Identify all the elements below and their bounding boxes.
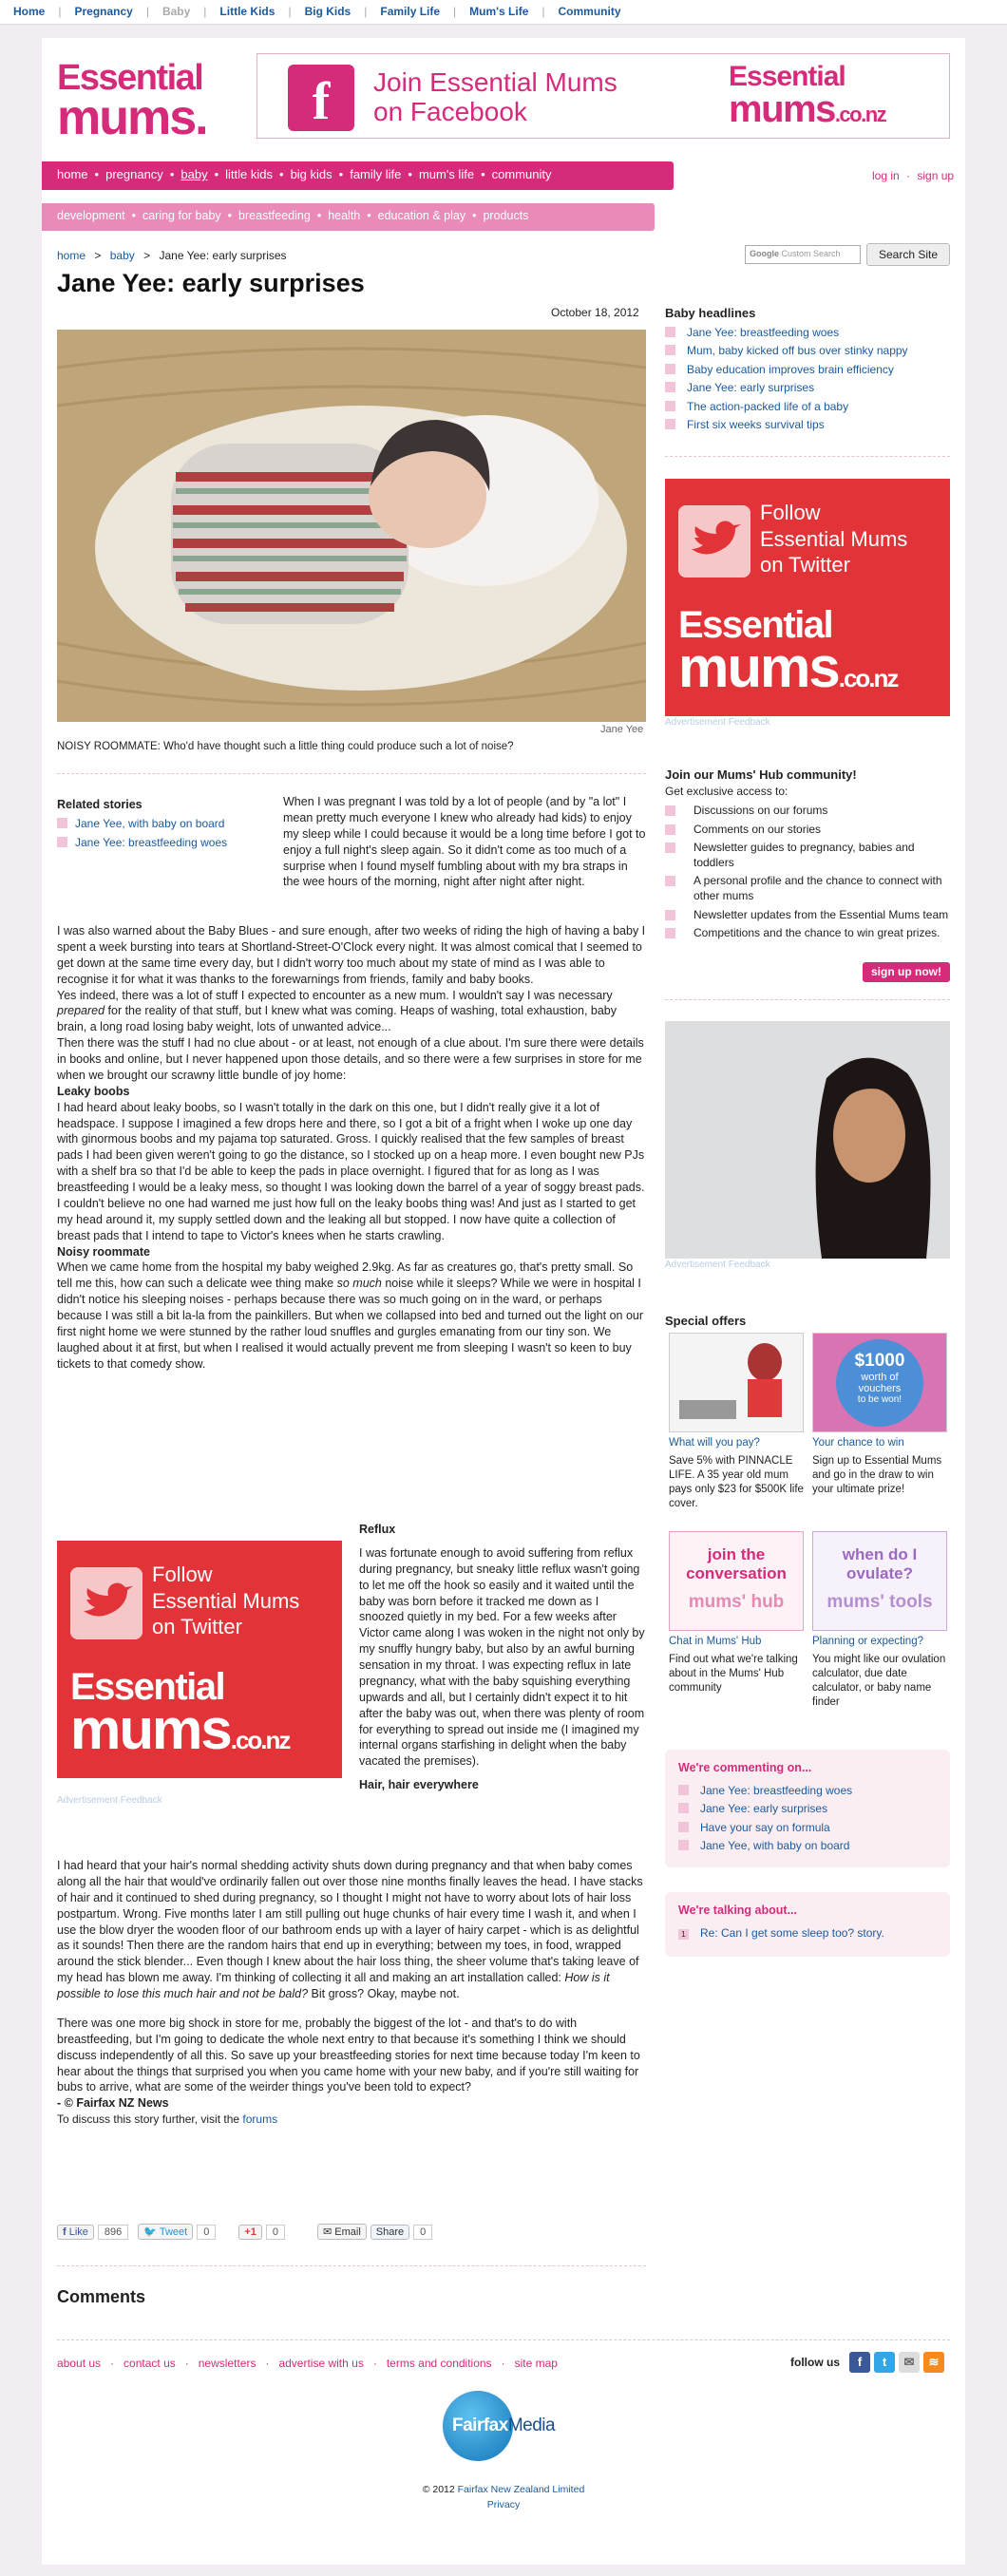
tw-suffix: .co.nz bbox=[838, 664, 898, 692]
tw-line1: Follow bbox=[760, 501, 821, 524]
talking-number: 1 bbox=[678, 1929, 689, 1940]
fb-banner-text2: on Facebook bbox=[373, 97, 527, 127]
voucher-line2: worth of bbox=[861, 1372, 899, 1383]
menu-pregnancy[interactable]: pregnancy bbox=[105, 167, 163, 181]
tw-logo2: mums bbox=[678, 635, 839, 699]
submenu-health[interactable]: health bbox=[328, 209, 361, 222]
article-p9: There was one more big shock in store for me, probably the biggest of the lot - and that's to do with breastfeeding, but I'm going to dedicate the whole next entry to that because it's something I think we should discuss independently of all this. So save up your breastfeeding stories for next time because today I'm keen to hear about the things that surprised you when you came home with your new baby, and if you're still waiting for bubs to arrive, what are some of the weirder things you've been told to expect? bbox=[57, 2016, 640, 2094]
sub-menu: development • caring for baby • breastfeeding • health • education & play • products bbox=[57, 209, 529, 222]
commenting-item[interactable]: Have your say on formula bbox=[678, 1819, 852, 1837]
tools-badge3: mums' tools bbox=[826, 1592, 933, 1613]
hub-title: Join our Mums' Hub community! bbox=[665, 767, 857, 782]
baby-in-bassinet-image bbox=[57, 330, 646, 722]
article-title: Jane Yee: early surprises bbox=[57, 269, 365, 297]
footer-links: about us · contact us · newsletters · advertise with us · terms and conditions · site map bbox=[57, 2357, 558, 2370]
top-nav-little-kids[interactable]: Little Kids bbox=[219, 5, 276, 18]
commenting-item[interactable]: Jane Yee, with baby on board bbox=[678, 1837, 852, 1855]
hub-badge3: mums' hub bbox=[688, 1592, 785, 1613]
related-item[interactable] bbox=[57, 836, 227, 849]
display-ad-woman[interactable] bbox=[665, 1021, 950, 1259]
offer-text: Sign up to Essential Mums and go in the draw to win your ultimate prize! bbox=[812, 1454, 942, 1495]
divider bbox=[665, 999, 950, 1000]
like-count: 896 bbox=[98, 2225, 128, 2240]
follow-label: follow us bbox=[790, 2356, 840, 2369]
hub-badge2: conversation bbox=[686, 1563, 787, 1582]
breadcrumb-sep: > bbox=[94, 249, 102, 262]
google-label: Google bbox=[750, 249, 779, 258]
article-date: October 18, 2012 bbox=[551, 306, 639, 319]
footer-about-us[interactable]: about us bbox=[57, 2357, 102, 2370]
ad-feedback-link[interactable]: Advertisement Feedback bbox=[665, 1260, 770, 1270]
talking-item[interactable] bbox=[678, 1926, 884, 1940]
article-p6: When we came home from the hospital my baby weighed 2.9kg. As far as creatures go, that's pretty small. So tell me this, how can such a delicate wee thing make so much noise while it sleeps? While we were in hospital I didn't notice his sleeping noises - perhaps because there was so much going on in the ward, or perhaps because I was still a bit la-la from the painkillers. But when we collapsed into bed and turned out the light on our first night home we were stunned by the rather loud snuffles and gurgles emanating from our tiny son. We laughed about it at first, but when I realised it would actually prevent me from sleeping I wasn't so keen to buy tickets to that comedy show. bbox=[57, 1260, 644, 1371]
logo-line1: Essential bbox=[57, 58, 203, 98]
offer-chat bbox=[669, 1635, 804, 1695]
site-logo[interactable] bbox=[57, 58, 207, 146]
fb-banner-text1: Join Essential Mums bbox=[373, 67, 618, 97]
forums-link[interactable]: forums bbox=[242, 2112, 278, 2127]
headline-item[interactable]: The action-packed life of a baby bbox=[665, 398, 950, 416]
article-p7: I was fortunate enough to avoid suffering from reflux during pregnancy, but sneaky little reflux wasn't going to let me off the hook so easily and it waited until the baby was born before it tracked me down as I snoozed quietly in my bed. For a few weeks after Victor came along I was woken in the night not only by my snuffly hungry baby, but also by an awful burning sensation in my throat. I was expecting reflux in late pregnancy, what with the baby squishing everything upwards and all, but I certainly didn't expect it to hit after the baby was out, when there was plenty of room for everything to spread out inside me (I imagined my internal organs starfishing in delight when the baby vacated the premises). bbox=[359, 1545, 645, 1769]
facebook-like-button[interactable]: f Like bbox=[57, 2225, 94, 2240]
commenting-on-box bbox=[665, 1750, 950, 1867]
top-nav-bar bbox=[0, 0, 1007, 25]
follow-us bbox=[790, 2352, 944, 2373]
top-nav-mums-life[interactable]: Mum's Life bbox=[469, 5, 529, 18]
hub-item: Competitions and the chance to win great prizes. bbox=[665, 926, 950, 941]
ad-feedback-link[interactable]: Advertisement Feedback bbox=[57, 1795, 162, 1806]
hub-badge1: join the bbox=[707, 1545, 766, 1563]
voucher-line4: to be won! bbox=[857, 1394, 902, 1405]
hub-item: Newsletter updates from the Essential Mums team bbox=[665, 908, 950, 923]
submenu-education-play[interactable]: education & play bbox=[377, 209, 466, 222]
footer-newsletters[interactable]: newsletters bbox=[198, 2357, 256, 2370]
fairfax-logo bbox=[452, 2415, 555, 2436]
breadcrumb bbox=[57, 249, 287, 262]
fb-logo-suffix: .co.nz bbox=[834, 102, 886, 126]
email-icon[interactable]: ✉ bbox=[899, 2352, 920, 2373]
media-text: Media bbox=[507, 2415, 556, 2435]
headline-item[interactable]: Jane Yee: early surprises bbox=[665, 379, 950, 397]
tw-logo2: mums bbox=[70, 1697, 231, 1761]
commenting-list bbox=[678, 1782, 852, 1856]
twitter-bird-icon bbox=[678, 505, 750, 578]
gplus-button[interactable]: +1 bbox=[238, 2225, 262, 2240]
baby-headlines bbox=[665, 306, 950, 435]
headline-item[interactable]: Jane Yee: breastfeeding woes bbox=[665, 324, 950, 342]
facebook-banner-ad[interactable] bbox=[256, 53, 950, 139]
article-p3: Yes indeed, there was a lot of stuff I expected to encounter as a new mum. I wouldn't say I was necessary prepared for the reality of that stuff, but I knew what was coming. Heaps of washing, total exhaustion, baby brain, a long road losing baby weight, lots of unwanted advice... bbox=[57, 988, 617, 1034]
offer-title[interactable]: Your chance to win bbox=[812, 1437, 904, 1449]
rss-icon[interactable]: ≋ bbox=[923, 2352, 944, 2373]
commenting-item[interactable]: Jane Yee: breastfeeding woes bbox=[678, 1782, 852, 1800]
article-photo bbox=[57, 330, 646, 722]
twitter-bird-icon bbox=[70, 1567, 142, 1639]
hub-signup-button[interactable]: sign up now! bbox=[863, 962, 950, 982]
signup-link[interactable]: sign up bbox=[917, 169, 955, 182]
bullet-icon bbox=[57, 818, 67, 828]
tools-badge2: ovulate? bbox=[846, 1563, 913, 1582]
divider bbox=[665, 456, 950, 457]
menu-community[interactable]: community bbox=[491, 167, 552, 181]
offer-planning bbox=[812, 1635, 947, 1710]
twitter-ad-text bbox=[760, 500, 907, 578]
menu-big-kids[interactable]: big kids bbox=[290, 167, 332, 181]
tw-logo1: Essential bbox=[678, 604, 833, 646]
headline-item[interactable]: Baby education improves brain efficiency bbox=[665, 361, 950, 379]
ad-feedback-link[interactable]: Advertisement Feedback bbox=[665, 717, 770, 728]
offer-image-pinnacle[interactable] bbox=[669, 1333, 804, 1432]
offer-image-mums-tools[interactable] bbox=[812, 1531, 947, 1631]
breadcrumb-baby[interactable]: baby bbox=[109, 249, 135, 262]
breadcrumb-sep2: > bbox=[143, 249, 151, 262]
offer-vouchers bbox=[812, 1436, 947, 1497]
headline-item[interactable]: First six weeks survival tips bbox=[665, 416, 950, 434]
headlines-title: Baby headlines bbox=[665, 306, 756, 320]
footer-contact-us[interactable]: contact us bbox=[124, 2357, 176, 2370]
account-links bbox=[872, 169, 954, 182]
footer-site-map[interactable]: site map bbox=[514, 2357, 558, 2370]
article-p8: I had heard that your hair's normal shedding activity shuts down during pregnancy and that when baby comes along all the hair that would've ordinarily fallen out over those nine months finally leaves the head. I have stacks of hair and it continued to shed during pregnancy, so I thought I might not have to worry about lots of hair loss postpartum. Wrong. Five months later I am still pulling out huge chunks of hair every time I wash it, and when I use the blow dryer the wooden floor of our bathroom ends up with a layer of hairy carpet - which is as delightful as it sounds! Then there are the random hairs that end up in everything; between my toes, in food, wrapped around the stick blender... Even though I knew about the hair loss thing, the sheer volume that's taking leave of my head has blown me away. I'm thinking of collecting it all and making an art installation called: How is it possible to lose this much hair and not be bald? Bit gross? Okay, maybe not. bbox=[57, 1859, 643, 2000]
top-nav-community[interactable]: Community bbox=[558, 5, 621, 18]
footer-advertise[interactable]: advertise with us bbox=[278, 2357, 364, 2370]
divider bbox=[57, 2339, 950, 2340]
copyright bbox=[420, 2483, 587, 2513]
twitter-ad-text bbox=[152, 1562, 299, 1640]
twitter-ad-logo bbox=[70, 1666, 290, 1761]
talking-about-box bbox=[665, 1892, 950, 1957]
subheading-noisy: Noisy roommate bbox=[57, 1244, 150, 1259]
footer-terms[interactable]: terms and conditions bbox=[386, 2357, 492, 2370]
photo-credit: Jane Yee bbox=[600, 724, 644, 735]
email-button[interactable]: ✉ Email bbox=[317, 2224, 367, 2240]
mums-hub-box bbox=[665, 767, 950, 945]
twitter-ad-inline[interactable] bbox=[57, 1541, 342, 1778]
special-offers-title: Special offers bbox=[665, 1314, 747, 1328]
share-button[interactable]: Share bbox=[370, 2225, 409, 2240]
related-item[interactable] bbox=[57, 817, 227, 830]
headlines-list bbox=[665, 324, 950, 435]
discuss-line: To discuss this story further, visit the forums bbox=[57, 2112, 278, 2127]
tw-line3: on Twitter bbox=[760, 553, 850, 577]
search-placeholder: Custom Search bbox=[781, 249, 841, 258]
submenu-caring-for-baby[interactable]: caring for baby bbox=[142, 209, 221, 222]
tools-badge1: when do I bbox=[842, 1545, 918, 1563]
offer-text: You might like our ovulation calculator, due date calculator, or baby name finder bbox=[812, 1653, 946, 1708]
article-p1: When I was pregnant I was told by a lot of people (and by "a lot" I mean pretty much everyone I knew who already had kids) to enjoy my sleep while I could because it would be a long time before I got to enjoy a full night's sleep again. So it didn't come as too much of a surprise when I found myself fumbling about with my bra straps in the wee hours of the morning, night after night after night. bbox=[283, 795, 646, 889]
offer-image-vouchers[interactable] bbox=[812, 1333, 947, 1432]
article-body bbox=[57, 923, 646, 1373]
tw-line3: on Twitter bbox=[152, 1615, 242, 1638]
main-menu: home • pregnancy • baby • little kids • big kids • family life • mum's life • community bbox=[57, 167, 552, 181]
reflux-section bbox=[359, 1522, 646, 1793]
menu-mums-life[interactable]: mum's life bbox=[418, 167, 475, 181]
facebook-icon: f bbox=[288, 65, 354, 131]
article-body-2 bbox=[57, 1858, 646, 2127]
divider bbox=[57, 2265, 646, 2266]
tweet-button[interactable]: 🐦 Tweet bbox=[138, 2224, 193, 2240]
breadcrumb-current: Jane Yee: early surprises bbox=[159, 249, 287, 262]
fb-logo-line1: Essential bbox=[729, 61, 846, 92]
offer-image-mums-hub[interactable] bbox=[669, 1531, 804, 1631]
fb-logo-line2: mums bbox=[729, 87, 835, 130]
related-link[interactable]: Jane Yee: breastfeeding woes bbox=[75, 836, 228, 849]
facebook-icon[interactable]: f bbox=[849, 2352, 870, 2373]
article-p5: I had heard about leaky boobs, so I wasn't totally in the dark on this one, but I didn't really give it a lot of headspace. I suppose I imagined a few drops here and there, so I got a bit of a fright when I woke up one day with ginormous boobs and my pajama top saturated. Gross. I quickly realised that the few samples of breast pads I had been given weren't going to go the distance, so I stocked up on a heap more. I even bought new PJs with a shelf bra so that I'd be able to keep the pads in place overnight. I figured that for as long as I was breastfeeding I would be a leaky mess, so thought I was looking down the barrel of a year of soggy breast pads. I couldn't believe no one had warned me just how full on the leaky boobs thing was! And just as I started to get my head around it, my supply settled down and the leaking all but stopped. I now have quite a collection of breast pads that I intend to tape to Victor's knees when he starts crawling. bbox=[57, 1100, 645, 1242]
commenting-title: We're commenting on... bbox=[678, 1761, 812, 1774]
voucher-amount: $1000 bbox=[854, 1351, 905, 1371]
offer-pinnacle bbox=[669, 1436, 804, 1511]
menu-little-kids[interactable]: little kids bbox=[225, 167, 273, 181]
social-share-bar bbox=[57, 2224, 442, 2240]
bullet-icon bbox=[57, 837, 67, 847]
subheading-leaky: Leaky boobs bbox=[57, 1084, 130, 1098]
article-source: - © Fairfax NZ News bbox=[57, 2096, 169, 2111]
photo-caption: NOISY ROOMMATE: Who'd have thought such a little thing could produce such a lot of noise? bbox=[57, 741, 514, 752]
fairfax-nz-link[interactable]: Fairfax New Zealand Limited bbox=[457, 2484, 585, 2495]
hub-item: A personal profile and the chance to connect with other mums bbox=[665, 874, 950, 903]
hub-item: Discussions on our forums bbox=[665, 804, 950, 819]
fairfax-text: Fairfax bbox=[452, 2415, 508, 2435]
top-nav-baby[interactable]: Baby bbox=[162, 5, 191, 18]
submenu-breastfeeding[interactable]: breastfeeding bbox=[238, 209, 311, 222]
top-nav-big-kids[interactable]: Big Kids bbox=[304, 5, 352, 18]
hub-list bbox=[665, 804, 950, 941]
search-button[interactable]: Search Site bbox=[866, 243, 950, 266]
submenu-development[interactable]: development bbox=[57, 209, 125, 222]
tw-line2: Essential Mums bbox=[760, 526, 908, 551]
offer-title[interactable]: What will you pay? bbox=[669, 1437, 760, 1449]
comments-heading: Comments bbox=[57, 2287, 146, 2306]
headline-item[interactable]: Mum, baby kicked off bus over stinky nappy bbox=[665, 342, 950, 360]
tw-logo1: Essential bbox=[70, 1666, 225, 1708]
offer-text: Save 5% with PINNACLE LIFE. A 35 year old mum pays only $23 for $500K life cover. bbox=[669, 1454, 804, 1509]
article-p2: I was also warned about the Baby Blues - and sure enough, after two weeks of riding the high of having a baby I spent a week bursting into tears at Shortland-Street-O'Clock every night. It was almost comical that I seemed to get down at the same time every day, but I didn't worry too much about my state of mind as I was able to recognise it for what it was thanks to the forewarnings from friends, family and baby books. bbox=[57, 924, 646, 986]
top-nav-pregnancy[interactable]: Pregnancy bbox=[74, 5, 133, 18]
twitter-icon[interactable]: t bbox=[874, 2352, 895, 2373]
gplus-count: 0 bbox=[266, 2225, 285, 2240]
commenting-item[interactable]: Jane Yee: early surprises bbox=[678, 1800, 852, 1818]
top-nav-family-life[interactable]: Family Life bbox=[380, 5, 441, 18]
offer-text: Find out what we're talking about in the Mums' Hub community bbox=[669, 1653, 798, 1694]
login-link[interactable]: log in bbox=[872, 169, 900, 182]
talking-link[interactable]: Re: Can I get some sleep too? story. bbox=[700, 1926, 884, 1940]
search-input[interactable] bbox=[745, 245, 861, 264]
top-nav: Home | Pregnancy | Baby | Little Kids | Big Kids | Family Life | Mum's Life | Community bbox=[13, 5, 621, 18]
logo-line2: mums. bbox=[57, 90, 207, 146]
top-nav-home[interactable]: Home bbox=[13, 5, 46, 18]
twitter-ad-sidebar[interactable] bbox=[665, 479, 950, 716]
twitter-ad-logo bbox=[678, 604, 898, 699]
submenu-products[interactable]: products bbox=[483, 209, 529, 222]
related-title: Related stories bbox=[57, 798, 142, 811]
hub-intro: Get exclusive access to: bbox=[665, 785, 788, 798]
menu-baby[interactable]: baby bbox=[180, 167, 208, 181]
privacy-link[interactable]: Privacy bbox=[486, 2498, 521, 2510]
share-count: 0 bbox=[413, 2225, 432, 2240]
talking-title: We're talking about... bbox=[678, 1904, 797, 1917]
breadcrumb-home[interactable]: home bbox=[57, 249, 86, 262]
related-link[interactable]: Jane Yee, with baby on board bbox=[75, 817, 225, 830]
tweet-count: 0 bbox=[197, 2225, 216, 2240]
subheading-reflux: Reflux bbox=[359, 1523, 396, 1536]
fb-banner-text bbox=[373, 67, 618, 127]
menu-home[interactable]: home bbox=[57, 167, 88, 181]
hub-item: Newsletter guides to pregnancy, babies and toddlers bbox=[665, 841, 950, 870]
tw-line2: Essential Mums bbox=[152, 1588, 300, 1613]
offer-title[interactable]: Chat in Mums' Hub bbox=[669, 1636, 762, 1647]
subheading-hair: Hair, hair everywhere bbox=[359, 1778, 479, 1792]
tw-line1: Follow bbox=[152, 1563, 213, 1586]
hub-item: Comments on our stories bbox=[665, 823, 950, 838]
copyright-text: © 2012 bbox=[422, 2484, 458, 2495]
para-1a bbox=[283, 794, 646, 890]
menu-family-life[interactable]: family life bbox=[350, 167, 402, 181]
related-stories bbox=[57, 798, 227, 849]
fb-banner-logo bbox=[729, 61, 886, 130]
divider bbox=[57, 773, 646, 774]
offer-title[interactable]: Planning or expecting? bbox=[812, 1636, 923, 1647]
account-sep: · bbox=[906, 169, 911, 182]
tw-suffix: .co.nz bbox=[230, 1726, 290, 1754]
voucher-line3: vouchers bbox=[858, 1383, 902, 1394]
article-p4: Then there was the stuff I had no clue about - or at least, not enough of a clue about. I'm sure there were details in books and online, but I never happened upon those details, and so there were a few surprises in store for me when we brought our scrawny little bundle of joy home: bbox=[57, 1036, 644, 1082]
woman-photo-image bbox=[665, 1021, 950, 1259]
